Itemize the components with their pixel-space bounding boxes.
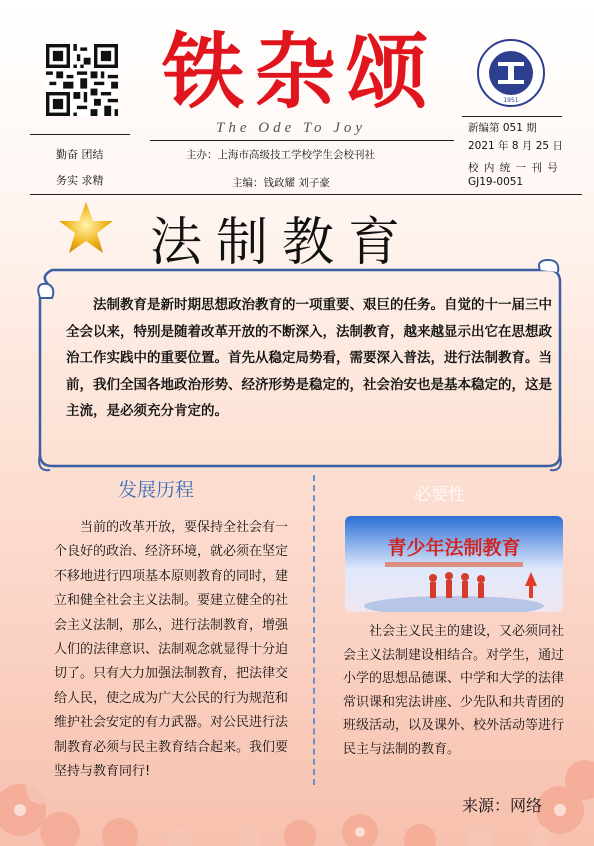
masthead-title-text: 铁杂颂 bbox=[161, 24, 439, 114]
motto-line-1: 勤奋 团结 bbox=[56, 148, 104, 161]
header-rule-right bbox=[462, 116, 562, 117]
youth-law-banner bbox=[345, 516, 563, 612]
header-rule-bottom bbox=[30, 194, 582, 195]
source-credit: 来源：网络 bbox=[462, 796, 543, 815]
column-divider bbox=[313, 475, 315, 785]
motto-line-2: 务实 求精 bbox=[56, 174, 104, 187]
feature-intro: 法制教育是新时期思想政治教育的一项重要、艰巨的任务。自觉的十一届三中全会以来，特别是随着改革开放的不断深入，法制教育，越来越显示出它在思想政治工作实践中的重要位置。首先从稳定局势看，需要深入普法，进行法制教育。当前，我们全国各地政治形势、经济形势是稳定的，社会治安也是基本稳定的，这是主流，是必须充分肯定的。 bbox=[66, 297, 552, 419]
issue-number: 新编第 051 期 bbox=[468, 122, 537, 134]
banner-title: 青少年法制教育 bbox=[387, 537, 521, 559]
header-rule-left bbox=[30, 134, 130, 135]
star-icon bbox=[58, 200, 114, 256]
issue-code: GJ19-0051 bbox=[468, 176, 524, 188]
qr-code-icon[interactable] bbox=[46, 44, 118, 116]
development-heading: 发展历程 bbox=[118, 479, 195, 501]
development-text: 当前的改革开放，要保持全社会有一个良好的政治、经济环境，就必须在坚定不移地进行四项基本原则教育的同时，建立和健全社会主义法制。要建立健全的社会主义法制，那么，进行法制教育，增强人们的法律意识、法制观念就显得十分迫切了。只有大力加强法制教育，把法律交给人民，使之成为广大公民的行为规范和维护社会安定的有力武器。对公民进行法制教育必须与民主教育结合起来。我们要坚持与教育同行! bbox=[54, 520, 289, 780]
necessity-heading: 必要性 bbox=[414, 485, 465, 505]
issue-code-label: 校 内 统 一 刊 号 bbox=[468, 162, 559, 174]
header-rule-mid bbox=[150, 140, 454, 141]
issue-date: 2021 年 8 月 25 日 bbox=[468, 140, 563, 152]
editors-line: 主编：钱政耀 刘子豪 bbox=[232, 177, 330, 189]
necessity-text: 社会主义民主的建设，又必须同社会主义法制建设相结合。对学生，通过小学的思想品德课、中学和大学的法律常识课和宪法讲座、少先队和共青团的班级活动，以及课外、校外活动等进行民主与法制的教育。 bbox=[343, 624, 565, 757]
feature-title: 法制教育 bbox=[150, 213, 415, 273]
logo-year: 1951 bbox=[503, 97, 519, 104]
school-logo-icon bbox=[476, 38, 546, 108]
english-subtitle: The Ode To Joy bbox=[216, 120, 367, 136]
host-line: 主办：上海市高级技工学校学生会校刊社 bbox=[186, 149, 375, 161]
masthead-title bbox=[150, 22, 450, 114]
